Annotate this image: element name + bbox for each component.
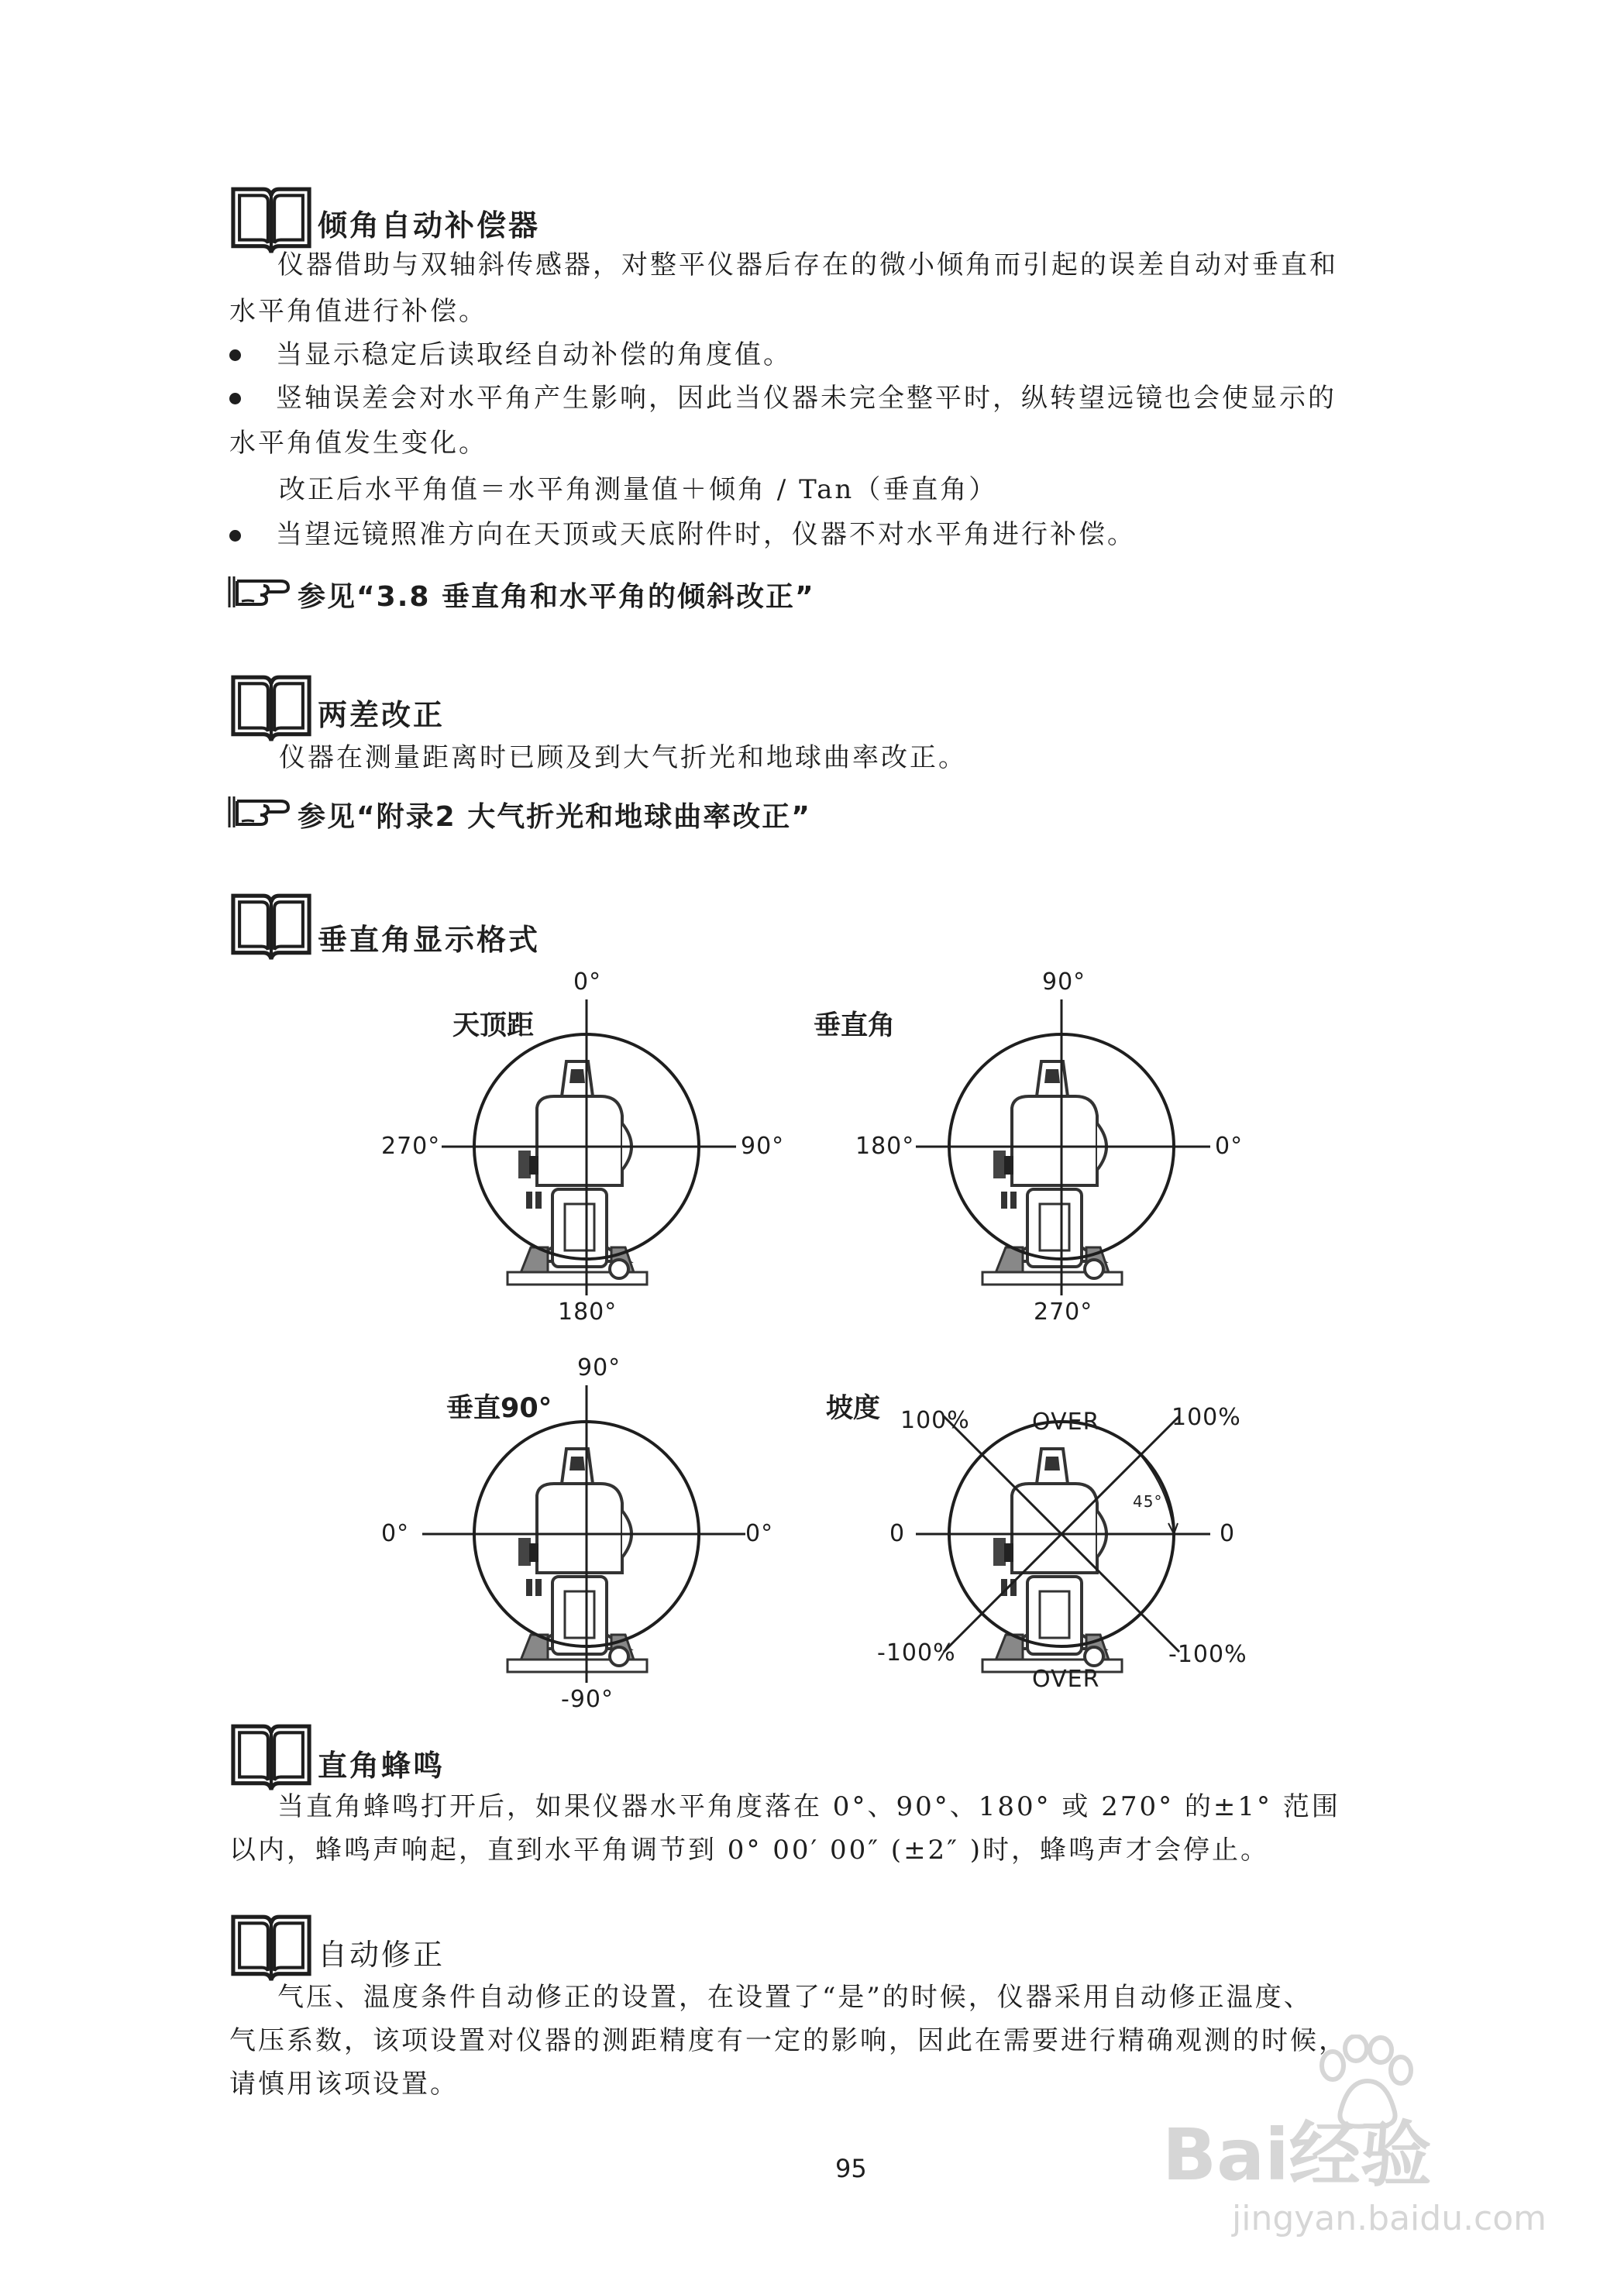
v90-top: 90°	[577, 1354, 621, 1381]
vertical90-label: 垂直90°	[446, 1393, 552, 1424]
book-icon	[229, 1912, 313, 1983]
zenith-diagram	[442, 999, 736, 1295]
heading-two-diff: 两差改正	[318, 698, 446, 732]
beep-line2: 以内，蜂鸣声响起，直到水平角调节到 0° 00′ 00″ (±2″ )时，蜂鸣声才会停止。	[229, 1835, 1269, 1866]
v90-left: 0°	[381, 1520, 410, 1547]
slope-bottom-right: -100%	[1168, 1641, 1247, 1668]
zenith-bottom: 180°	[558, 1299, 618, 1326]
vertical-bottom: 270°	[1034, 1299, 1093, 1326]
vertical-left: 180°	[855, 1133, 915, 1160]
heading-beep: 直角蜂鸣	[318, 1749, 446, 1783]
slope-right: 0	[1220, 1520, 1236, 1547]
page-number: 95	[835, 2154, 867, 2183]
tilt-intro-line2: 水平角值进行补偿。	[229, 296, 487, 327]
tilt-reference: 参见“3.8 垂直角和水平角的倾斜改正”	[298, 581, 815, 613]
tilt-intro-line1: 仪器借助与双轴斜传感器，对整平仪器后存在的微小倾角而引起的误差自动对垂直和	[277, 249, 1338, 280]
beep-line1: 当直角蜂鸣打开后，如果仪器水平角度落在 0°、90°、180° 或 270° 的±1° 范围	[277, 1791, 1340, 1822]
watermark-url: jingyan.baidu.com	[1232, 2199, 1547, 2238]
vertical-top: 90°	[1042, 968, 1086, 996]
auto-line1: 气压、温度条件自动修正的设置，在设置了“是”的时候，仪器采用自动修正温度、	[277, 1982, 1313, 2013]
vertical90-diagram	[422, 1385, 745, 1683]
vertical-diagram	[916, 999, 1210, 1295]
tilt-formula: 改正后水平角值＝水平角测量值＋倾角 / Tan（垂直角）	[279, 474, 998, 505]
v90-right: 0°	[745, 1520, 774, 1547]
v90-bottom: -90°	[561, 1686, 614, 1713]
slope-top-left: 100%	[900, 1407, 970, 1434]
tilt-bullet2-line2: 水平角值发生变化。	[229, 428, 487, 459]
auto-line2: 气压系数，该项设置对仪器的测距精度有一定的影响，因此在需要进行精确观测的时候，	[229, 2025, 1347, 2056]
slope-left: 0	[889, 1520, 906, 1547]
auto-line3: 请慎用该项设置。	[229, 2069, 459, 2100]
slope-bottom: OVER	[1032, 1666, 1100, 1693]
book-icon	[229, 1722, 313, 1793]
zenith-left: 270°	[381, 1133, 441, 1160]
two-diff-reference: 参见“附录2 大气折光和地球曲率改正”	[298, 801, 811, 833]
slope-top: OVER	[1032, 1409, 1100, 1436]
vertical-label: 垂直角	[814, 1010, 896, 1041]
heading-vertical-format: 垂直角显示格式	[318, 923, 541, 957]
slope-label: 坡度	[826, 1393, 881, 1424]
tilt-bullet3: 当望远镜照准方向在天顶或天底附件时，仪器不对水平角进行补偿。	[276, 519, 1136, 550]
zenith-label: 天顶距	[452, 1010, 535, 1041]
zenith-right: 90°	[741, 1133, 785, 1160]
two-diff-text: 仪器在测量距离时已顾及到大气折光和地球曲率改正。	[279, 742, 967, 773]
slope-bottom-left: -100%	[877, 1639, 956, 1667]
slope-angle: 45°	[1133, 1492, 1163, 1511]
zenith-top: 0°	[573, 968, 602, 996]
watermark-brand: Bai经验	[1162, 2114, 1432, 2196]
tilt-bullet2-line1: 竖轴误差会对水平角产生影响，因此当仪器未完全整平时，纵转望远镜也会使显示的	[276, 383, 1337, 414]
vertical-right: 0°	[1215, 1133, 1244, 1160]
heading-tilt: 倾角自动补偿器	[318, 208, 541, 243]
slope-top-right: 100%	[1172, 1404, 1241, 1431]
heading-auto-correction: 自动修正	[318, 1938, 446, 1972]
tilt-bullet1: 当显示稳定后读取经自动补偿的角度值。	[276, 339, 792, 370]
slope-diagram	[916, 1416, 1210, 1672]
